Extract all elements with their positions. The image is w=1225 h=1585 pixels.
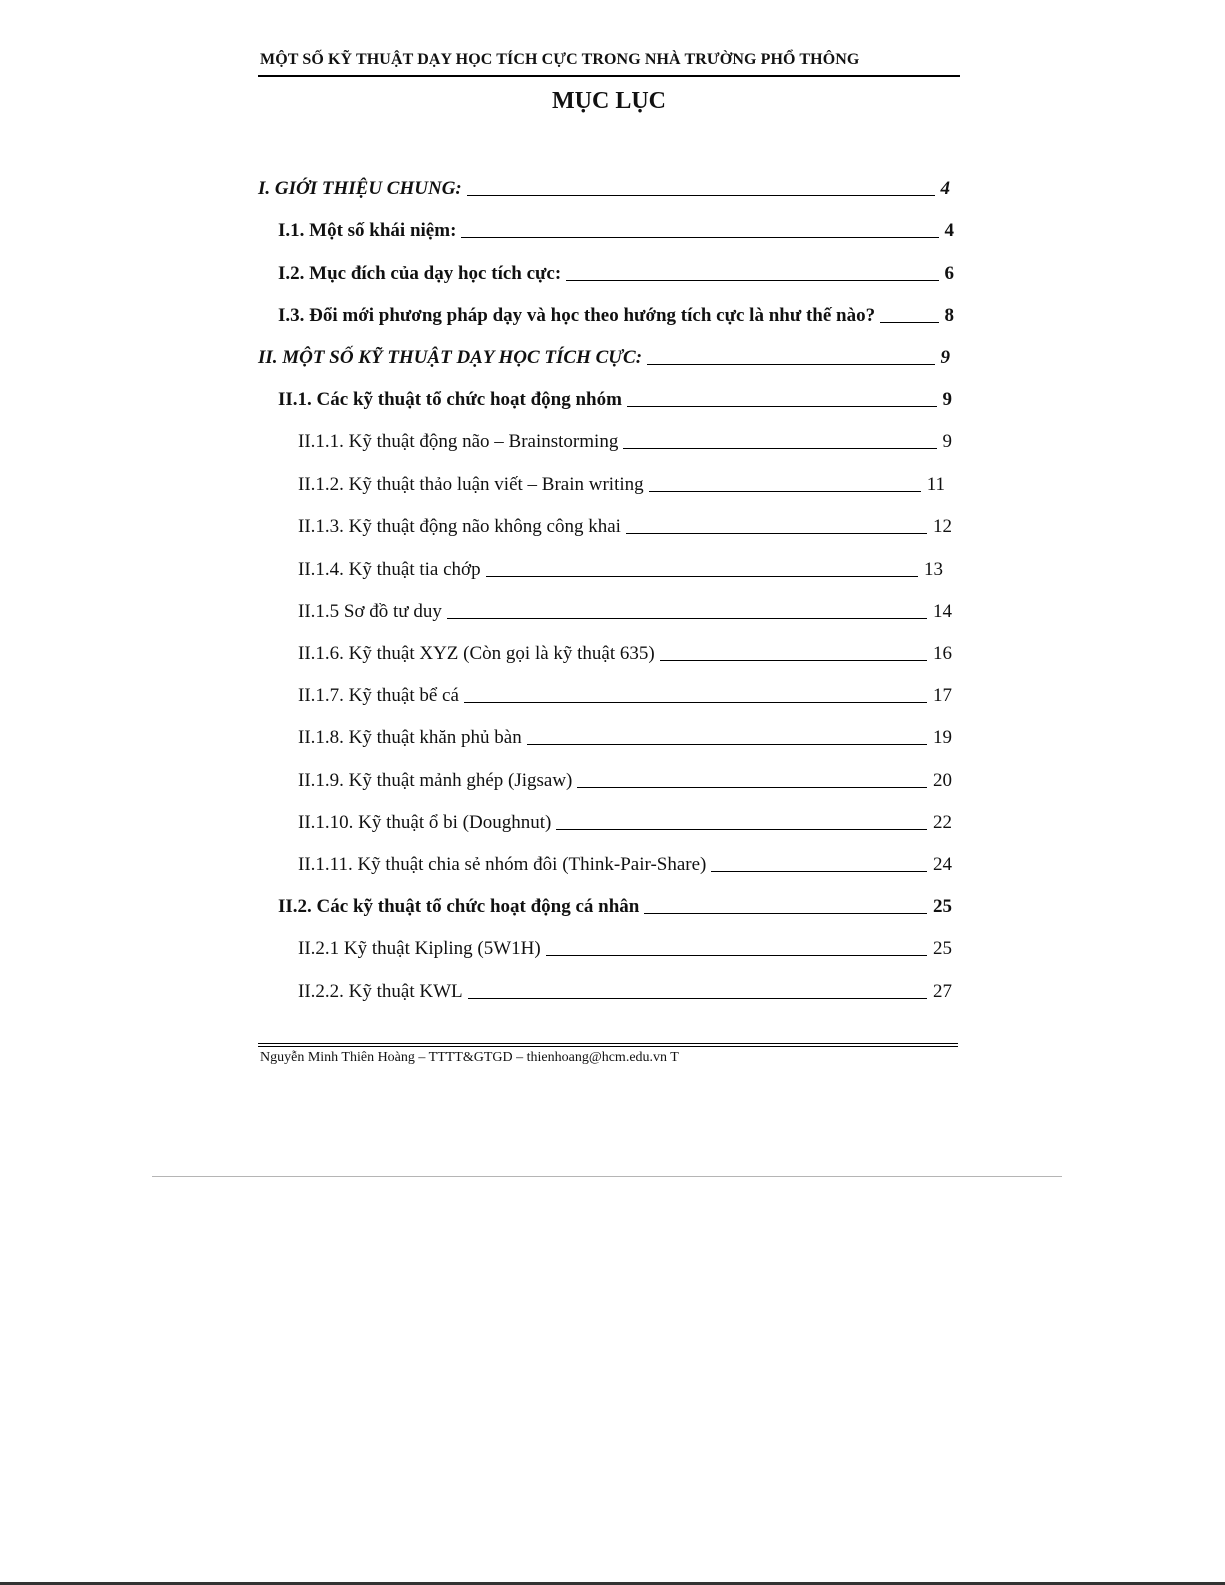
toc-page-number: 16 (933, 643, 952, 664)
toc-entry-label: II.2. Các kỹ thuật tổ chức hoạt động cá nhân (278, 896, 640, 917)
toc-entry-label: II. MỘT SỐ KỸ THUẬT DẠY HỌC TÍCH CỰC: (258, 347, 643, 368)
toc-page-number: 24 (933, 854, 952, 875)
toc-leader (546, 955, 927, 956)
toc-page-number: 9 (942, 389, 952, 410)
toc-leader (623, 448, 936, 449)
toc-entry-label: II.1.3. Kỹ thuật động não không công khai (298, 516, 621, 537)
toc-page-number: 4 (944, 220, 954, 241)
toc-entry[interactable] (258, 347, 950, 373)
toc-entry-label: II.1.1. Kỹ thuật động não – Brainstorming (298, 431, 619, 452)
toc-page-number: 8 (944, 305, 954, 326)
toc-page-number: 4 (940, 178, 950, 199)
toc-entry[interactable] (278, 263, 954, 289)
toc-entry-label: II.1.2. Kỹ thuật thảo luận viết – Brain writing (298, 474, 644, 495)
toc-leader (566, 280, 938, 281)
footer-rule (258, 1046, 958, 1047)
toc-leader (468, 998, 927, 999)
toc-page-number: 20 (933, 770, 952, 791)
toc-entry[interactable] (278, 389, 952, 415)
toc-entry-label: I.3. Đổi mới phương pháp dạy và học theo hướng tích cực là như thế nào? (278, 305, 876, 326)
toc-leader (626, 533, 927, 534)
toc-leader (649, 491, 921, 492)
toc-entry[interactable] (298, 727, 952, 753)
footer-author: Nguyễn Minh Thiên Hoàng – TTTT&GTGD – thienhoang@hcm.edu.vn T (260, 1050, 679, 1065)
toc-page-number: 25 (933, 938, 952, 959)
toc-entry-label: II.1.7. Kỹ thuật bể cá (298, 685, 459, 706)
toc-leader (467, 195, 935, 196)
toc-entry[interactable] (298, 854, 952, 880)
toc-page-number: 13 (924, 559, 943, 580)
toc-entry[interactable] (298, 981, 952, 1007)
toc-leader (644, 913, 927, 914)
toc-entry-label: II.2.1 Kỹ thuật Kipling (5W1H) (298, 938, 541, 959)
toc-entry[interactable] (298, 938, 952, 964)
toc-leader (627, 406, 937, 407)
toc-entry[interactable] (298, 559, 943, 585)
toc-page-number: 9 (942, 431, 952, 452)
toc-entry[interactable] (298, 431, 952, 457)
toc-leader (447, 618, 927, 619)
toc-entry-label: II.2.2. Kỹ thuật KWL (298, 981, 463, 1002)
header-rule (258, 75, 960, 77)
toc-page-number: 27 (933, 981, 952, 1002)
toc-entry-label: II.1.11. Kỹ thuật chia sẻ nhóm đôi (Think-Pair-Share) (298, 854, 707, 875)
toc-page-number: 14 (933, 601, 952, 622)
toc-entry-label: II.1.8. Kỹ thuật khăn phủ bàn (298, 727, 522, 748)
toc-entry-label: II.1.5 Sơ đồ tư duy (298, 601, 442, 622)
page-separator (152, 1176, 1062, 1177)
toc-leader (461, 237, 938, 238)
toc-leader (880, 322, 938, 323)
toc-leader (486, 576, 918, 577)
toc-entry[interactable] (298, 685, 952, 711)
toc-leader (556, 829, 927, 830)
running-header: MỘT SỐ KỸ THUẬT DẠY HỌC TÍCH CỰC TRONG NHÀ TRƯỜNG PHỔ THÔNG (260, 51, 860, 68)
toc-page-number: 11 (926, 474, 945, 495)
toc-page-number: 6 (944, 263, 954, 284)
toc-entry[interactable] (258, 178, 950, 204)
toc-leader (660, 660, 927, 661)
toc-entry[interactable] (298, 474, 945, 500)
toc-entry-label: I. GIỚI THIỆU CHUNG: (258, 178, 462, 199)
toc-page-number: 25 (933, 896, 952, 917)
toc-entry[interactable] (298, 516, 952, 542)
toc-page-number: 19 (933, 727, 952, 748)
toc-entry[interactable] (278, 305, 954, 331)
toc-entry-label: II.1.10. Kỹ thuật ổ bi (Doughnut) (298, 812, 552, 833)
toc-entry-label: II.1. Các kỹ thuật tổ chức hoạt động nhóm (278, 389, 622, 410)
toc-leader (647, 364, 934, 365)
toc-entry[interactable] (298, 770, 952, 796)
toc-entry-label: II.1.4. Kỹ thuật tia chớp (298, 559, 481, 580)
page-title: MỤC LỤC (552, 88, 666, 114)
footer-rule (258, 1043, 958, 1044)
toc-entry[interactable] (298, 643, 952, 669)
toc-leader (711, 871, 927, 872)
toc-entry-label: I.1. Một số khái niệm: (278, 220, 457, 241)
toc-entry-label: II.1.9. Kỹ thuật mảnh ghép (Jigsaw) (298, 770, 573, 791)
toc-entry-label: II.1.6. Kỹ thuật XYZ (Còn gọi là kỹ thuật 635) (298, 643, 655, 664)
toc-entry[interactable] (278, 896, 952, 922)
toc-page-number: 22 (933, 812, 952, 833)
toc-page-number: 12 (933, 516, 952, 537)
toc-page-number: 17 (933, 685, 952, 706)
toc-entry[interactable] (298, 812, 952, 838)
toc-entry-label: I.2. Mục đích của dạy học tích cực: (278, 263, 562, 284)
toc-entry[interactable] (298, 601, 952, 627)
toc-page-number: 9 (940, 347, 950, 368)
toc-leader (577, 787, 927, 788)
toc-leader (527, 744, 927, 745)
toc-entry[interactable] (278, 220, 954, 246)
toc-leader (464, 702, 927, 703)
